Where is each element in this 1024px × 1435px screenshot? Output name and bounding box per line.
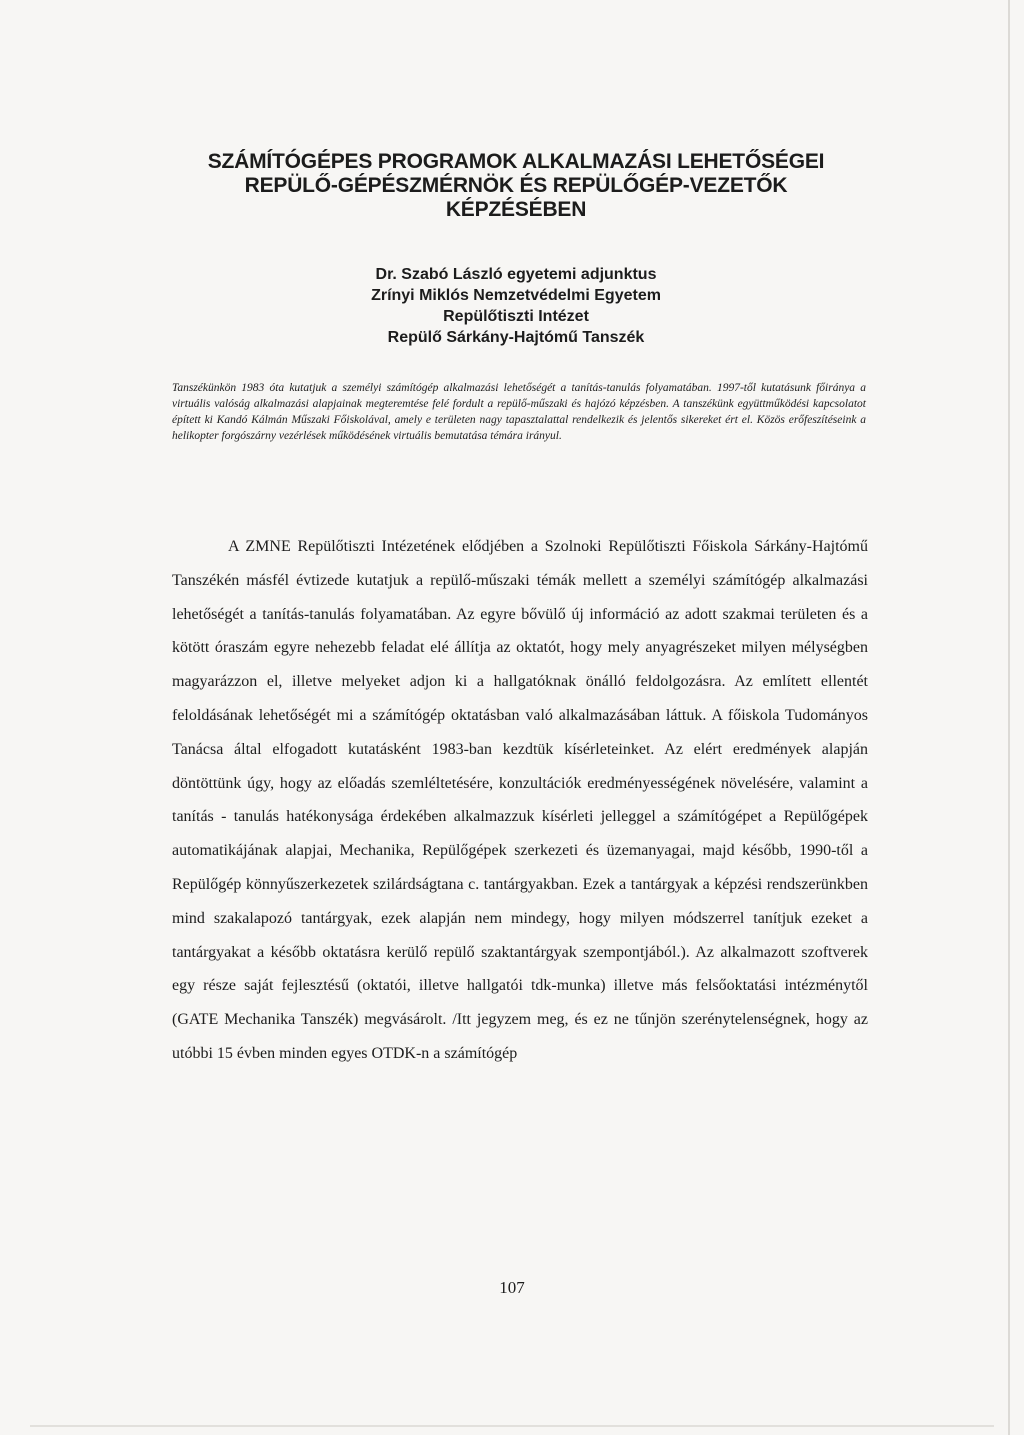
abstract: Tanszékünkön 1983 óta kutatjuk a személyi számítógép alkalmazási lehetőségét a tanítás-tanulás folyamatában. 1997-től kutatásunk főiránya a virtuális valóság alkalmazási alapjainak megteremtése felé fordult a repülő-műszaki és hajózó képzésben. A tanszékünk együttműködési kapcsolatot épített ki Kandó Kálmán Műszaki Főiskolával, amely e területen nagy tapasztalattal rendelkezik és jelentős sikereket ért el. Közös erőfeszítéseink a helikopter forgószárny vezérlések működésének virtuális bemutatása témára irányul. bbox=[172, 382, 866, 442]
author-block bbox=[260, 264, 772, 348]
author-institution: Zrínyi Miklós Nemzetvédelmi Egyetem bbox=[371, 287, 661, 304]
title-line-3: KÉPZÉSÉBEN bbox=[445, 198, 587, 221]
body-paragraph: A ZMNE Repülőtiszti Intézetének elődjében a Szolnoki Repülőtiszti Főiskola Sárkány-Hajtómű Tanszékén másfél évtizede kutatjuk a repülő-műszaki témák mellett a személyi számítógép alkalmazási lehetőségét a tanítás-tanulás folyamatában. Az egyre bővülő új információ az adott szakmai területen és a kötött óraszám egyre nehezebb feladat elé állítja az oktatót, hogy mely anyagrészeket milyen mélységben magyarázzon el, illetve melyeket adjon ki a hallgatóknak önálló feldolgozásra. Az említett ellentét feloldásának lehetőségét mi a számítógép oktatásban való alkalmazásában láttuk. A főiskola Tudományos Tanácsa által elfogadott kutatásként 1983-ban kezdtük kísérleteinket. Az elért eredmények alapján döntöttünk úgy, hogy az előadás szemléltetésére, konzultációk eredményességének növelésére, valamint a tanítás - tanulás hatékonysága érdekében alkalmazzuk kísérleti jelleggel a számítógépet a Repülőgépek automatikájának alapjai, Mechanika, Repülőgépek szerkezeti és üzemanyagai, majd később, 1990-től a Repülőgép könnyűszerkezetek szilárdságtana c. tantárgyakban. Ezek a tantárgyak a képzési rendszerünkben mind szakalapozó tantárgyak, ezek alapján nem mindegy, hogy milyen módszerrel tanítjuk ezeket a tantárgyakat a később oktatásra kerülő repülő szaktantárgyak szempontjából.). Az alkalmazott szoftverek egy része saját fejlesztésű (oktatói, illetve hallgatói tdk-munka) illetve más felsőoktatási intézménytől (GATE Mechanika Tanszék) megvásárolt. /Itt jegyzem meg, és ez ne tűnjön szerénytelenségnek, hogy az utóbbi 15 évben minden egyes OTDK-n a számítógép bbox=[172, 538, 868, 1062]
page-edge-right bbox=[1008, 0, 1010, 1435]
page-number: 107 bbox=[499, 1278, 525, 1297]
title-line-1: SZÁMÍTÓGÉPES PROGRAMOK ALKALMAZÁSI LEHETŐSÉGEI bbox=[207, 150, 825, 173]
document-title bbox=[160, 150, 872, 222]
author-name: Dr. Szabó László egyetemi adjunktus bbox=[375, 266, 657, 283]
author-institute: Repülőtiszti Intézet bbox=[443, 308, 589, 325]
author-department: Repülő Sárkány-Hajtómű Tanszék bbox=[387, 329, 645, 346]
page-edge-bottom bbox=[30, 1425, 994, 1427]
title-line-2: REPÜLŐ-GÉPÉSZMÉRNÖK ÉS REPÜLŐGÉP-VEZETŐK bbox=[244, 174, 788, 197]
